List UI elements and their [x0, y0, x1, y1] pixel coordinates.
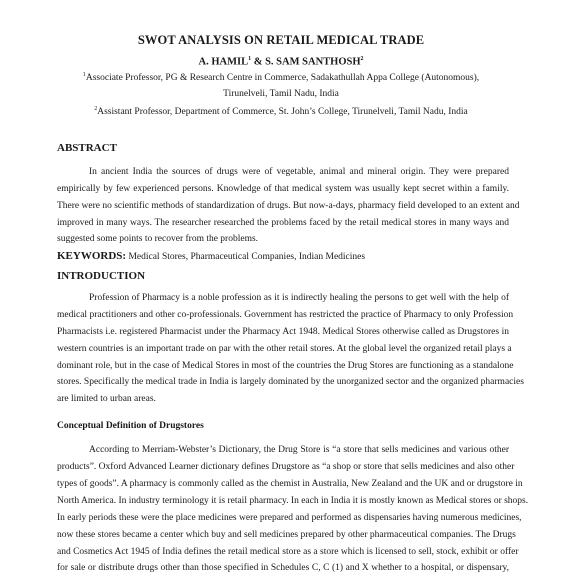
introduction-line: are limited to urban areas. [57, 394, 156, 404]
introduction-heading: INTRODUCTION [57, 270, 146, 282]
conceptual-line: and Cosmetics Act 1945 of India defines the retail medical store as a store which is licensed to sell, stock, exhibit or offer [57, 547, 519, 557]
conceptual-line: types of goods”. A pharmacy is commonly called as the chemist in Australia, New Zealand and the UK and or drugstore in [57, 479, 523, 489]
author-2: S. SAM SANTHOSH [265, 56, 361, 68]
abstract-line: improved in many ways. The researcher researched the problems faced by the retail medical stores in many ways and [57, 218, 509, 228]
introduction-line: western countries is an important trade on par with the other retail stores. At the global level the organized retail plays a [57, 344, 512, 354]
keywords-text: Medical Stores, Pharmaceutical Companies, Indian Medicines [126, 252, 366, 262]
affiliation-1-superscript: 1 [82, 72, 86, 78]
affiliation-2-superscript: 2 [94, 106, 98, 112]
abstract-line: In ancient India the sources of drugs were of vegetable, animal and mineral origin. They were prepared [89, 167, 509, 177]
conceptual-definition-heading: Conceptual Definition of Drugstores [57, 421, 204, 431]
affiliation-2 [0, 106, 562, 117]
abstract-line: empirically by few experienced persons. Knowledge of that medical system was usually kept secret within a family. [57, 184, 509, 194]
affiliation-1-text: Associate Professor, PG & Research Centre in Commerce, Sadakathullah Appa College (Autonomous), [85, 73, 480, 84]
introduction-line: Pharmacists i.e. registered Pharmacist under the Pharmacy Act 1948. Medical Stores otherwise called as Drugstores in [57, 327, 509, 337]
keywords-line [57, 250, 365, 262]
introduction-line: medical practitioners and other co-professionals. Government has restricted the practice of Pharmacy to only Profession [57, 310, 514, 320]
abstract-line: There were no scientific methods of standardization of drugs. But now-a-days, pharmacy field developed to an extent and [57, 201, 520, 211]
abstract-line: suggested some points to recover from the problems. [57, 234, 259, 244]
conceptual-line: products”. Oxford Advanced Learner dictionary defines Drugstore as “a shop or store that sells medicines and also other [57, 462, 515, 472]
author-2-superscript: 2 [360, 56, 364, 62]
keywords-label: KEYWORDS: [57, 250, 127, 262]
conceptual-line: In early periods these were the place medicines were prepared and performed as dispensaries having numerous medicines, [57, 513, 522, 523]
affiliation-2-text: Assistant Professor, Department of Commerce, St. John’s College, Tirunelveli, Tamil Nadu, India [97, 107, 468, 118]
author-1-superscript: 1 [248, 56, 252, 62]
author-line [0, 56, 562, 68]
introduction-line: Profession of Pharmacy is a noble profession as it is indirectly healing the persons to get well with the help of [89, 293, 509, 303]
introduction-line: stores. Specifically the medical trade in India is largely dominated by the unorganized sector and the organized pharmacies [57, 377, 524, 387]
conceptual-line: North America. In industry terminology it is retail pharmacy. In each in India it is mostly known as Medical stores or shops. [57, 496, 529, 506]
author-separator: & [251, 56, 266, 68]
conceptual-line: According to Merriam-Webster’s Dictionary, the Drug Store is “a store that sells medicines and various other [89, 445, 509, 455]
paper-title: SWOT ANALYSIS ON RETAIL MEDICAL TRADE [137, 33, 425, 47]
affiliation-1-line-1 [0, 72, 562, 83]
author-1: A. HAMIL [198, 56, 249, 68]
introduction-line: dominant role, but in the case of Medical Stores in most of the countries the Drug Stores are functioning as a standalone [57, 361, 514, 371]
abstract-heading: ABSTRACT [57, 142, 117, 154]
affiliation-1-line-2: Tirunelveli, Tamil Nadu, India [223, 89, 339, 99]
conceptual-line: for sale or distribute drugs other than those specified in Schedules C, C (1) and X whether to a hospital, or dispensary, [57, 563, 509, 573]
conceptual-line: now these stores became a center which buy and sell medicines prepared by other pharmaceutical companies. The Drugs [57, 530, 516, 540]
